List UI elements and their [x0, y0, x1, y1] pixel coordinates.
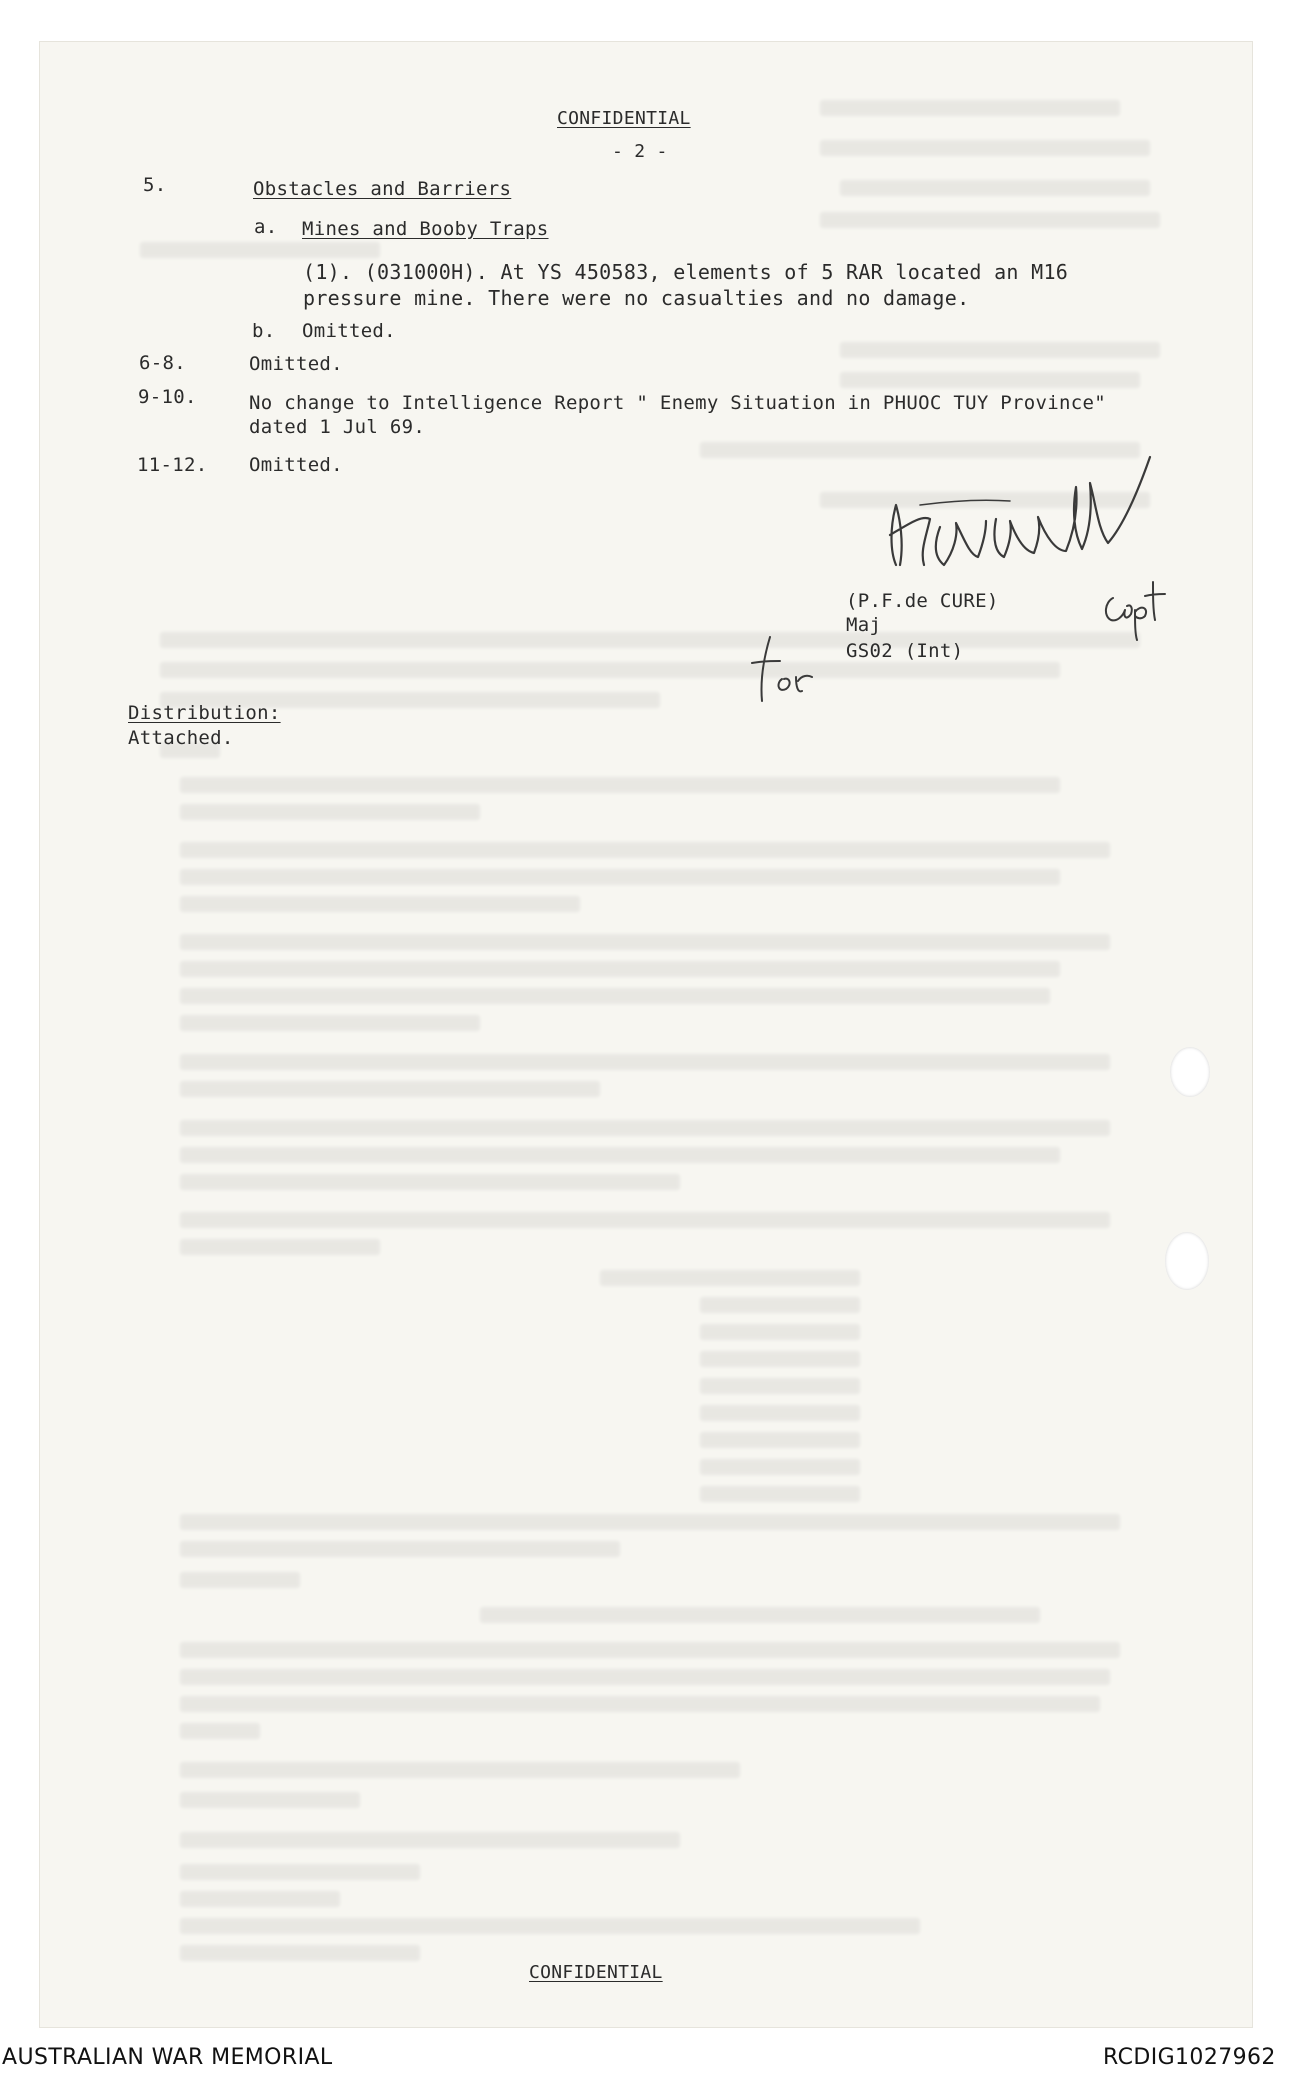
signatory-rank: Maj [846, 614, 882, 636]
distribution-label: Distribution: [128, 702, 281, 724]
section-6-8-text: Omitted. [249, 353, 343, 375]
handwritten-for-mark [740, 627, 820, 707]
subsection-a-title: Mines and Booby Traps [302, 218, 549, 240]
document-page [40, 42, 1252, 2027]
section-9-10-number: 9-10. [138, 386, 197, 408]
archive-source-label: AUSTRALIAN WAR MEMORIAL [2, 2045, 333, 2070]
archive-reference-id: RCDIG1027962 [1103, 2045, 1276, 2070]
punch-hole-top [1170, 1047, 1210, 1097]
subsection-a-letter: a. [254, 216, 278, 238]
mine-report-line-1: (1). (031000H). At YS 450583, elements of 5 RAR located an M16 [303, 260, 1069, 284]
handwritten-capt-mark [1095, 562, 1175, 642]
section-5-title: Obstacles and Barriers [253, 178, 512, 200]
subsection-b-letter: b. [252, 320, 276, 342]
section-9-10-line-2: dated 1 Jul 69. [249, 416, 426, 438]
section-11-12-text: Omitted. [249, 454, 343, 476]
signatory-name: (P.F.de CURE) [846, 590, 999, 612]
subsection-b-text: Omitted. [302, 320, 396, 342]
mine-report-line-2: pressure mine. There were no casualties and no damage. [303, 286, 970, 310]
section-6-8-number: 6-8. [139, 352, 186, 374]
section-11-12-number: 11-12. [137, 454, 208, 476]
page-number: - 2 - [612, 141, 668, 162]
section-5-number: 5. [143, 174, 167, 196]
distribution-value: Attached. [128, 727, 234, 749]
signatory-position: GS02 (Int) [846, 640, 964, 662]
punch-hole-bottom [1165, 1232, 1209, 1290]
bleed-through [40, 42, 1252, 2027]
classification-footer: CONFIDENTIAL [529, 1962, 663, 1983]
section-9-10-line-1: No change to Intelligence Report " Enemy Situation in PHUOC TUY Province" [249, 392, 1106, 414]
classification-header: CONFIDENTIAL [557, 108, 691, 129]
